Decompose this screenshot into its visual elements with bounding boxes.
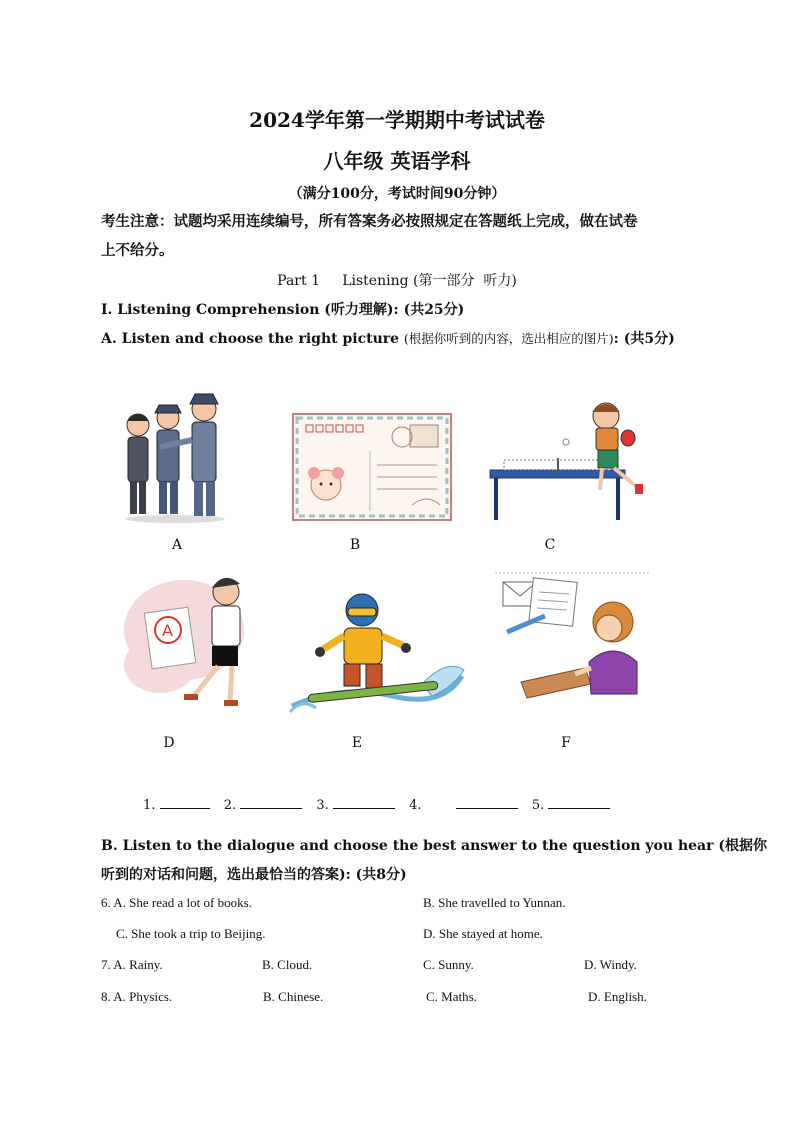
postcard-icon [292,413,452,521]
notice-line-2: 上不给分。 [101,242,174,259]
section-a-heading-cn: (根据你听到的内容，选出相应的图片) [403,331,614,346]
svg-text:A: A [162,621,173,640]
q7-option-d: D. Windy. [584,957,637,972]
blank-label-1: 1. [143,798,156,813]
blank-label-5: 5. [531,798,545,813]
blank-label-4: 4. [409,798,422,813]
part1-heading: Part 1 Listening (第一部分 听力) [277,273,517,289]
picture-label-c: C [544,537,556,553]
q8-option-d: D. English. [588,989,647,1004]
blank-label-2: 2. [223,798,237,813]
blank-5[interactable] [548,795,610,809]
exam-title: 2024学年第一学期期中考试试卷 [249,108,545,132]
picture-label-a: A [171,537,183,553]
exam-info: （满分100分，考试时间90分钟） [288,186,506,202]
picture-label-d: D [163,735,175,751]
q8-option-b: B. Chinese. [263,989,324,1004]
q7-option-b: B. Cloud. [262,957,313,972]
picture-label-e: E [351,735,363,751]
section-b-heading-line-1: B. Listen to the dialogue and choose the best answer to the question you hear (根据你 [101,838,767,854]
q6-option-c: C. She took a trip to Beijing. [116,926,266,941]
exam-subtitle: 八年级 英语学科 [323,149,471,173]
section-b-heading-line-2: 听到的对话和问题，选出最恰当的答案): (共8分) [101,867,407,883]
blank-label-3: 3. [316,798,329,813]
picture-label-f: F [561,735,571,751]
q6-option-d: D. She stayed at home. [423,926,543,941]
police-arrest-icon [120,385,230,525]
notice [101,207,701,265]
picture-label-b: B [349,537,361,553]
section-1-heading: I. Listening Comprehension (听力理解): (共25分) [101,302,465,318]
q8-option-c: C. Maths. [426,989,477,1004]
blank-2[interactable] [240,795,302,809]
section-a-heading [101,328,675,348]
q7-option-c: C. Sunny. [423,957,474,972]
exam-grade-a-icon [122,570,257,710]
blank-3[interactable] [333,795,395,809]
notice-line-1: 考生注意：试题均采用连续编号，所有答案务必按照规定在答题纸上完成，做在试卷 [101,213,638,230]
answer-blanks [143,795,610,813]
blank-4[interactable] [456,795,518,809]
q7-option-a: 7. A. Rainy. [101,957,163,972]
snowboarder-icon [282,588,467,718]
q6-option-a: 6. A. She read a lot of books. [101,895,252,910]
table-tennis-icon [488,398,648,523]
section-a-heading-score: : (共5分) [613,331,675,347]
q8-option-a: 8. A. Physics. [101,989,173,1004]
q6-option-b: B. She travelled to Yunnan. [423,895,566,910]
girl-writing-letter-icon [495,572,650,702]
blank-1[interactable] [160,795,210,809]
section-a-heading-en: A. Listen and choose the right picture [101,331,404,347]
